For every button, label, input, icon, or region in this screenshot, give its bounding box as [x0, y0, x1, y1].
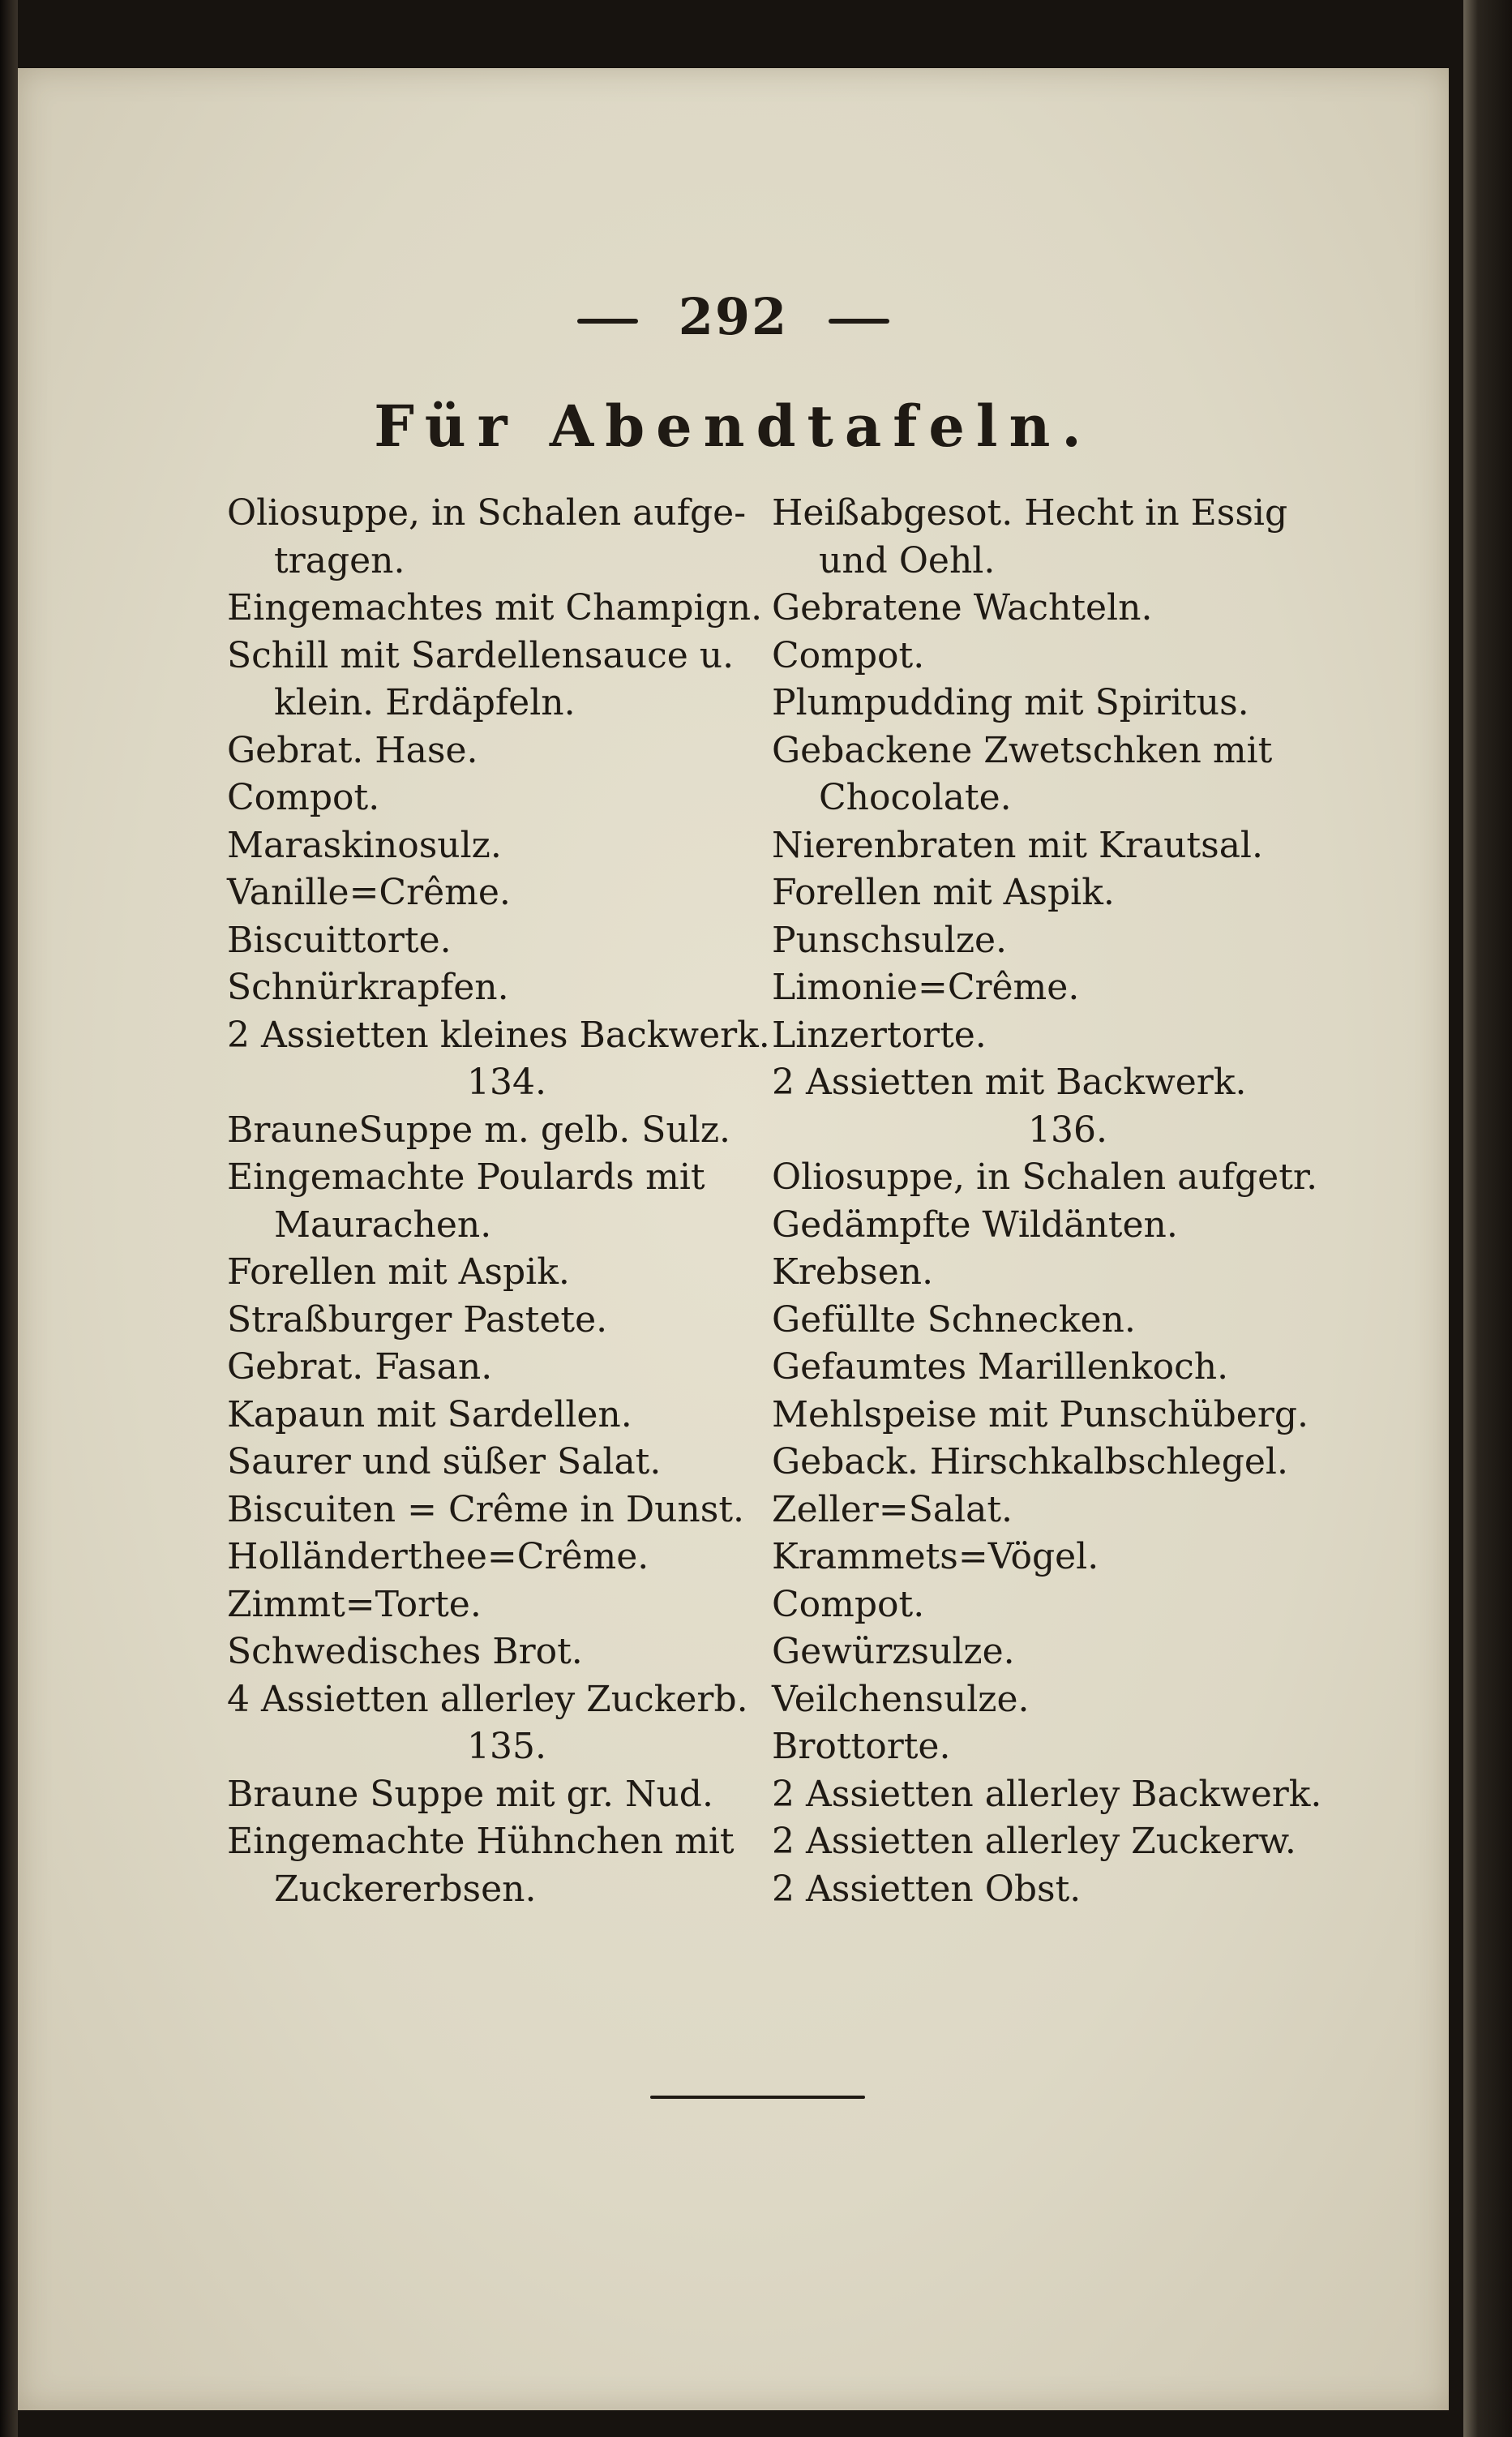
- menu-column-right: [772, 490, 1364, 1913]
- menu-item: Schwedisches Brot.: [227, 1631, 583, 1672]
- menu-item: Gebrat. Fasan.: [227, 1346, 493, 1388]
- menu-item: Gefaumtes Marillenkoch.: [772, 1346, 1229, 1388]
- menu-number: 134.: [467, 1062, 546, 1103]
- menu-number: 136.: [1028, 1109, 1107, 1151]
- menu-item: Mehlspeise mit Punschüberg.: [772, 1393, 1309, 1435]
- menu-item: Schnürkrapfen.: [227, 967, 509, 1008]
- menu-item: 2 Assietten Obst.: [772, 1868, 1082, 1910]
- menu-item: Biscuittorte.: [227, 919, 452, 961]
- page-number-dash-left: [577, 319, 638, 324]
- menu-item: Compot.: [772, 634, 925, 676]
- book-binding: [0, 0, 18, 2437]
- menu-item: Krammets=Vögel.: [772, 1536, 1099, 1577]
- menu-item: 2 Assietten allerley Zuckerw.: [772, 1821, 1296, 1862]
- menu-item: Gebrat. Hase.: [227, 729, 478, 771]
- menu-item: 2 Assietten mit Backwerk.: [772, 1062, 1247, 1103]
- menu-item: Heißabgesot. Hecht in Essig und Oehl.: [772, 492, 1288, 581]
- page-number: 292: [678, 287, 789, 346]
- menu-item: Saurer und süßer Salat.: [227, 1441, 662, 1482]
- menu-item: Schill mit Sardellensauce u. klein. Erdäpfeln.: [227, 634, 735, 723]
- menu-item: Geback. Hirschkalbschlegel.: [772, 1441, 1288, 1482]
- menu-item: Zeller=Salat.: [772, 1488, 1013, 1530]
- page-edge: [1463, 0, 1512, 2437]
- menu-item: Krebsen.: [772, 1251, 934, 1293]
- book-page: [18, 68, 1449, 2410]
- menu-item: Eingemachte Hühnchen mit Zuckererbsen.: [227, 1821, 735, 1910]
- menu-item: BrauneSuppe m. gelb. Sulz.: [227, 1109, 730, 1151]
- menu-item: Plumpudding mit Spiritus.: [772, 682, 1249, 723]
- menu-item: Braune Suppe mit gr. Nud.: [227, 1773, 713, 1815]
- menu-item: Limonie=Crême.: [772, 967, 1080, 1008]
- menu-item: 2 Assietten allerley Backwerk.: [772, 1773, 1322, 1815]
- menu-number: 135.: [467, 1726, 546, 1767]
- page-title: Für Abendtafeln.: [374, 393, 1093, 460]
- menu-item: Oliosuppe, in Schalen aufgetr.: [772, 1156, 1318, 1198]
- menu-item: Gebratene Wachteln.: [772, 587, 1153, 629]
- menu-item: Linzertorte.: [772, 1014, 987, 1056]
- menu-item: Kapaun mit Sardellen.: [227, 1393, 632, 1435]
- menu-item: 4 Assietten allerley Zuckerb.: [227, 1678, 748, 1720]
- menu-item: Compot.: [227, 777, 380, 818]
- menu-item: Zimmt=Torte.: [227, 1583, 482, 1625]
- menu-item: Brottorte.: [772, 1726, 951, 1767]
- page-number-line: [18, 287, 1449, 346]
- menu-item: Forellen mit Aspik.: [227, 1251, 570, 1293]
- menu-item: Nierenbraten mit Krautsal.: [772, 824, 1263, 866]
- menu-item: Forellen mit Aspik.: [772, 872, 1115, 913]
- menu-item: Straßburger Pastete.: [227, 1298, 608, 1341]
- page-number-dash-right: [829, 319, 889, 324]
- closing-rule: [650, 2096, 865, 2099]
- menu-item: Compot.: [772, 1583, 925, 1625]
- menu-item: Biscuiten = Crême in Dunst.: [227, 1488, 745, 1530]
- menu-item: Punschsulze.: [772, 919, 1008, 961]
- menu-item: Gedämpfte Wildänten.: [772, 1203, 1178, 1246]
- menu-column-left: [227, 490, 786, 1913]
- menu-item: Maraskinosulz.: [227, 824, 502, 866]
- menu-item: Eingemachtes mit Champign.: [227, 587, 763, 629]
- menu-item: Holländerthee=Crême.: [227, 1536, 649, 1577]
- menu-item: Vanille=Crême.: [227, 872, 511, 913]
- menu-item: Gefüllte Schnecken.: [772, 1298, 1136, 1341]
- menu-item: Oliosuppe, in Schalen aufge- tragen.: [227, 492, 747, 581]
- menu-item: 2 Assietten kleines Backwerk.: [227, 1014, 770, 1056]
- menu-item: Gewürzsulze.: [772, 1631, 1015, 1672]
- menu-item: Veilchensulze.: [772, 1678, 1030, 1720]
- menu-item: Eingemachte Poulards mit Maurachen.: [227, 1156, 705, 1246]
- menu-item: Gebackene Zwetschken mit Chocolate.: [772, 729, 1273, 818]
